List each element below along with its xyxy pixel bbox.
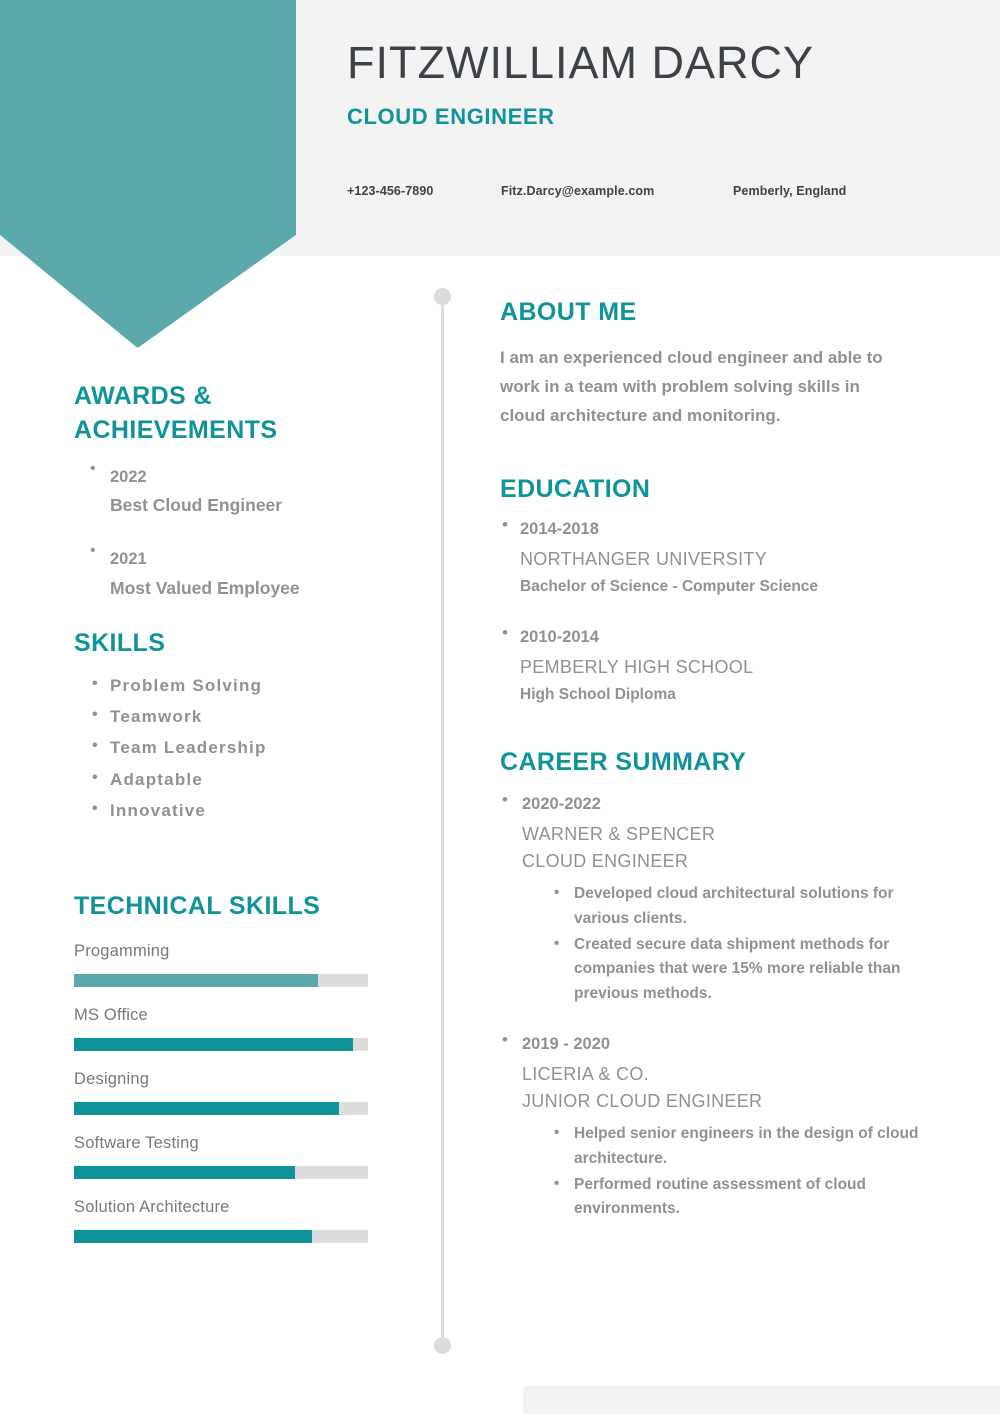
skill-progress-fill (74, 1102, 339, 1115)
job-title: CLOUD ENGINEER (347, 104, 555, 130)
skill-progress-fill (74, 974, 318, 987)
list-item (74, 1134, 420, 1179)
education-list (500, 518, 952, 706)
left-sidebar (0, 380, 420, 1262)
list-item (74, 942, 420, 987)
career-list (500, 793, 952, 1222)
skill-progress-track (74, 1102, 368, 1115)
skill-label: Solution Architecture (74, 1198, 230, 1217)
job-company: LICERIA & CO. (522, 1063, 649, 1084)
technical-skills-section (74, 890, 420, 1243)
technical-skills-heading: TECHNICAL SKILLS (74, 892, 321, 921)
contact-email[interactable]: Fitz.Darcy@example.com (501, 184, 655, 198)
education-heading: EDUCATION (500, 474, 651, 503)
ribbon-banner-shape (0, 0, 296, 348)
education-date: • 2010-2014 (520, 627, 599, 646)
career-summary-section (500, 748, 952, 1222)
awards-section (74, 380, 420, 601)
education-section (500, 475, 952, 706)
skill-progress-track (74, 974, 368, 987)
list-item (74, 1198, 420, 1243)
timeline-dot-bottom (434, 1337, 451, 1354)
footer-band (523, 1386, 1000, 1414)
job-date: • 2020-2022 (522, 795, 601, 814)
awards-heading: AWARDS & ACHIEVEMENTS (74, 382, 278, 444)
list-item: • Problem Solving (74, 673, 420, 699)
job-duties-list (522, 1122, 952, 1222)
education-institution: PEMBERLY HIGH SCHOOL (520, 656, 754, 677)
job-role: JUNIOR CLOUD ENGINEER (522, 1090, 763, 1111)
timeline-line (441, 297, 444, 1345)
award-name: Best Cloud Engineer (110, 494, 283, 515)
about-heading: ABOUT ME (500, 298, 637, 326)
header-text-block (347, 38, 967, 130)
contact-location: Pemberly, England (733, 184, 847, 198)
contact-row (347, 184, 846, 198)
list-item: • Adaptable (74, 767, 420, 793)
job-company: WARNER & SPENCER (522, 823, 716, 844)
skills-heading: SKILLS (74, 628, 166, 657)
award-year: • 2022 (110, 467, 147, 486)
list-item: • Helped senior engineers in the design of cloud architecture. (552, 1122, 952, 1172)
education-institution: NORTHANGER UNIVERSITY (520, 548, 767, 569)
education-date: • 2014-2018 (520, 519, 599, 538)
skill-label: Designing (74, 1070, 150, 1089)
job-duties-list (522, 882, 952, 1007)
skill-label: Software Testing (74, 1134, 199, 1153)
list-item: • Developed cloud architectural solutions for various clients. (552, 882, 952, 932)
education-degree: High School Diploma (520, 685, 676, 703)
skill-label: MS Office (74, 1006, 148, 1025)
skill-progress-fill (74, 1038, 353, 1051)
list-item (74, 1070, 420, 1115)
list-item (500, 626, 952, 706)
list-item (500, 1033, 952, 1222)
list-item (74, 1006, 420, 1051)
contact-phone[interactable]: +123-456-7890 (347, 184, 434, 198)
career-summary-heading: CAREER SUMMARY (500, 748, 747, 777)
award-year: • 2021 (110, 550, 147, 569)
list-item (74, 544, 420, 601)
technical-skills-list (74, 942, 420, 1243)
skills-section (74, 627, 420, 824)
timeline-dot-top (434, 288, 451, 305)
skill-progress-fill (74, 1230, 312, 1243)
education-degree: Bachelor of Science - Computer Science (520, 577, 819, 595)
list-item: • Teamwork (74, 704, 420, 730)
list-item (500, 793, 952, 1007)
list-item: • Performed routine assessment of cloud environments. (552, 1173, 952, 1223)
skill-progress-fill (74, 1166, 295, 1179)
page-title: FITZWILLIAM DARCY (347, 37, 815, 88)
list-item: • Team Leadership (74, 735, 420, 761)
about-text: I am an experienced cloud engineer and able to work in a team with problem solving skills in cloud architecture and monitoring. (500, 348, 883, 426)
list-item: • Innovative (74, 798, 420, 824)
main-content (500, 298, 952, 1248)
list-item (500, 518, 952, 598)
skills-list (74, 673, 420, 825)
awards-list (74, 462, 420, 601)
skill-progress-track (74, 1230, 368, 1243)
skill-progress-track (74, 1166, 368, 1179)
skill-progress-track (74, 1038, 368, 1051)
job-date: • 2019 - 2020 (522, 1035, 611, 1054)
list-item: • Created secure data shipment methods for companies that were 15% more reliable than previous methods. (552, 933, 952, 1007)
job-role: CLOUD ENGINEER (522, 850, 689, 871)
list-item (74, 462, 420, 519)
award-name: Most Valued Employee (110, 577, 300, 598)
skill-label: Progamming (74, 942, 170, 961)
about-section (500, 298, 952, 431)
